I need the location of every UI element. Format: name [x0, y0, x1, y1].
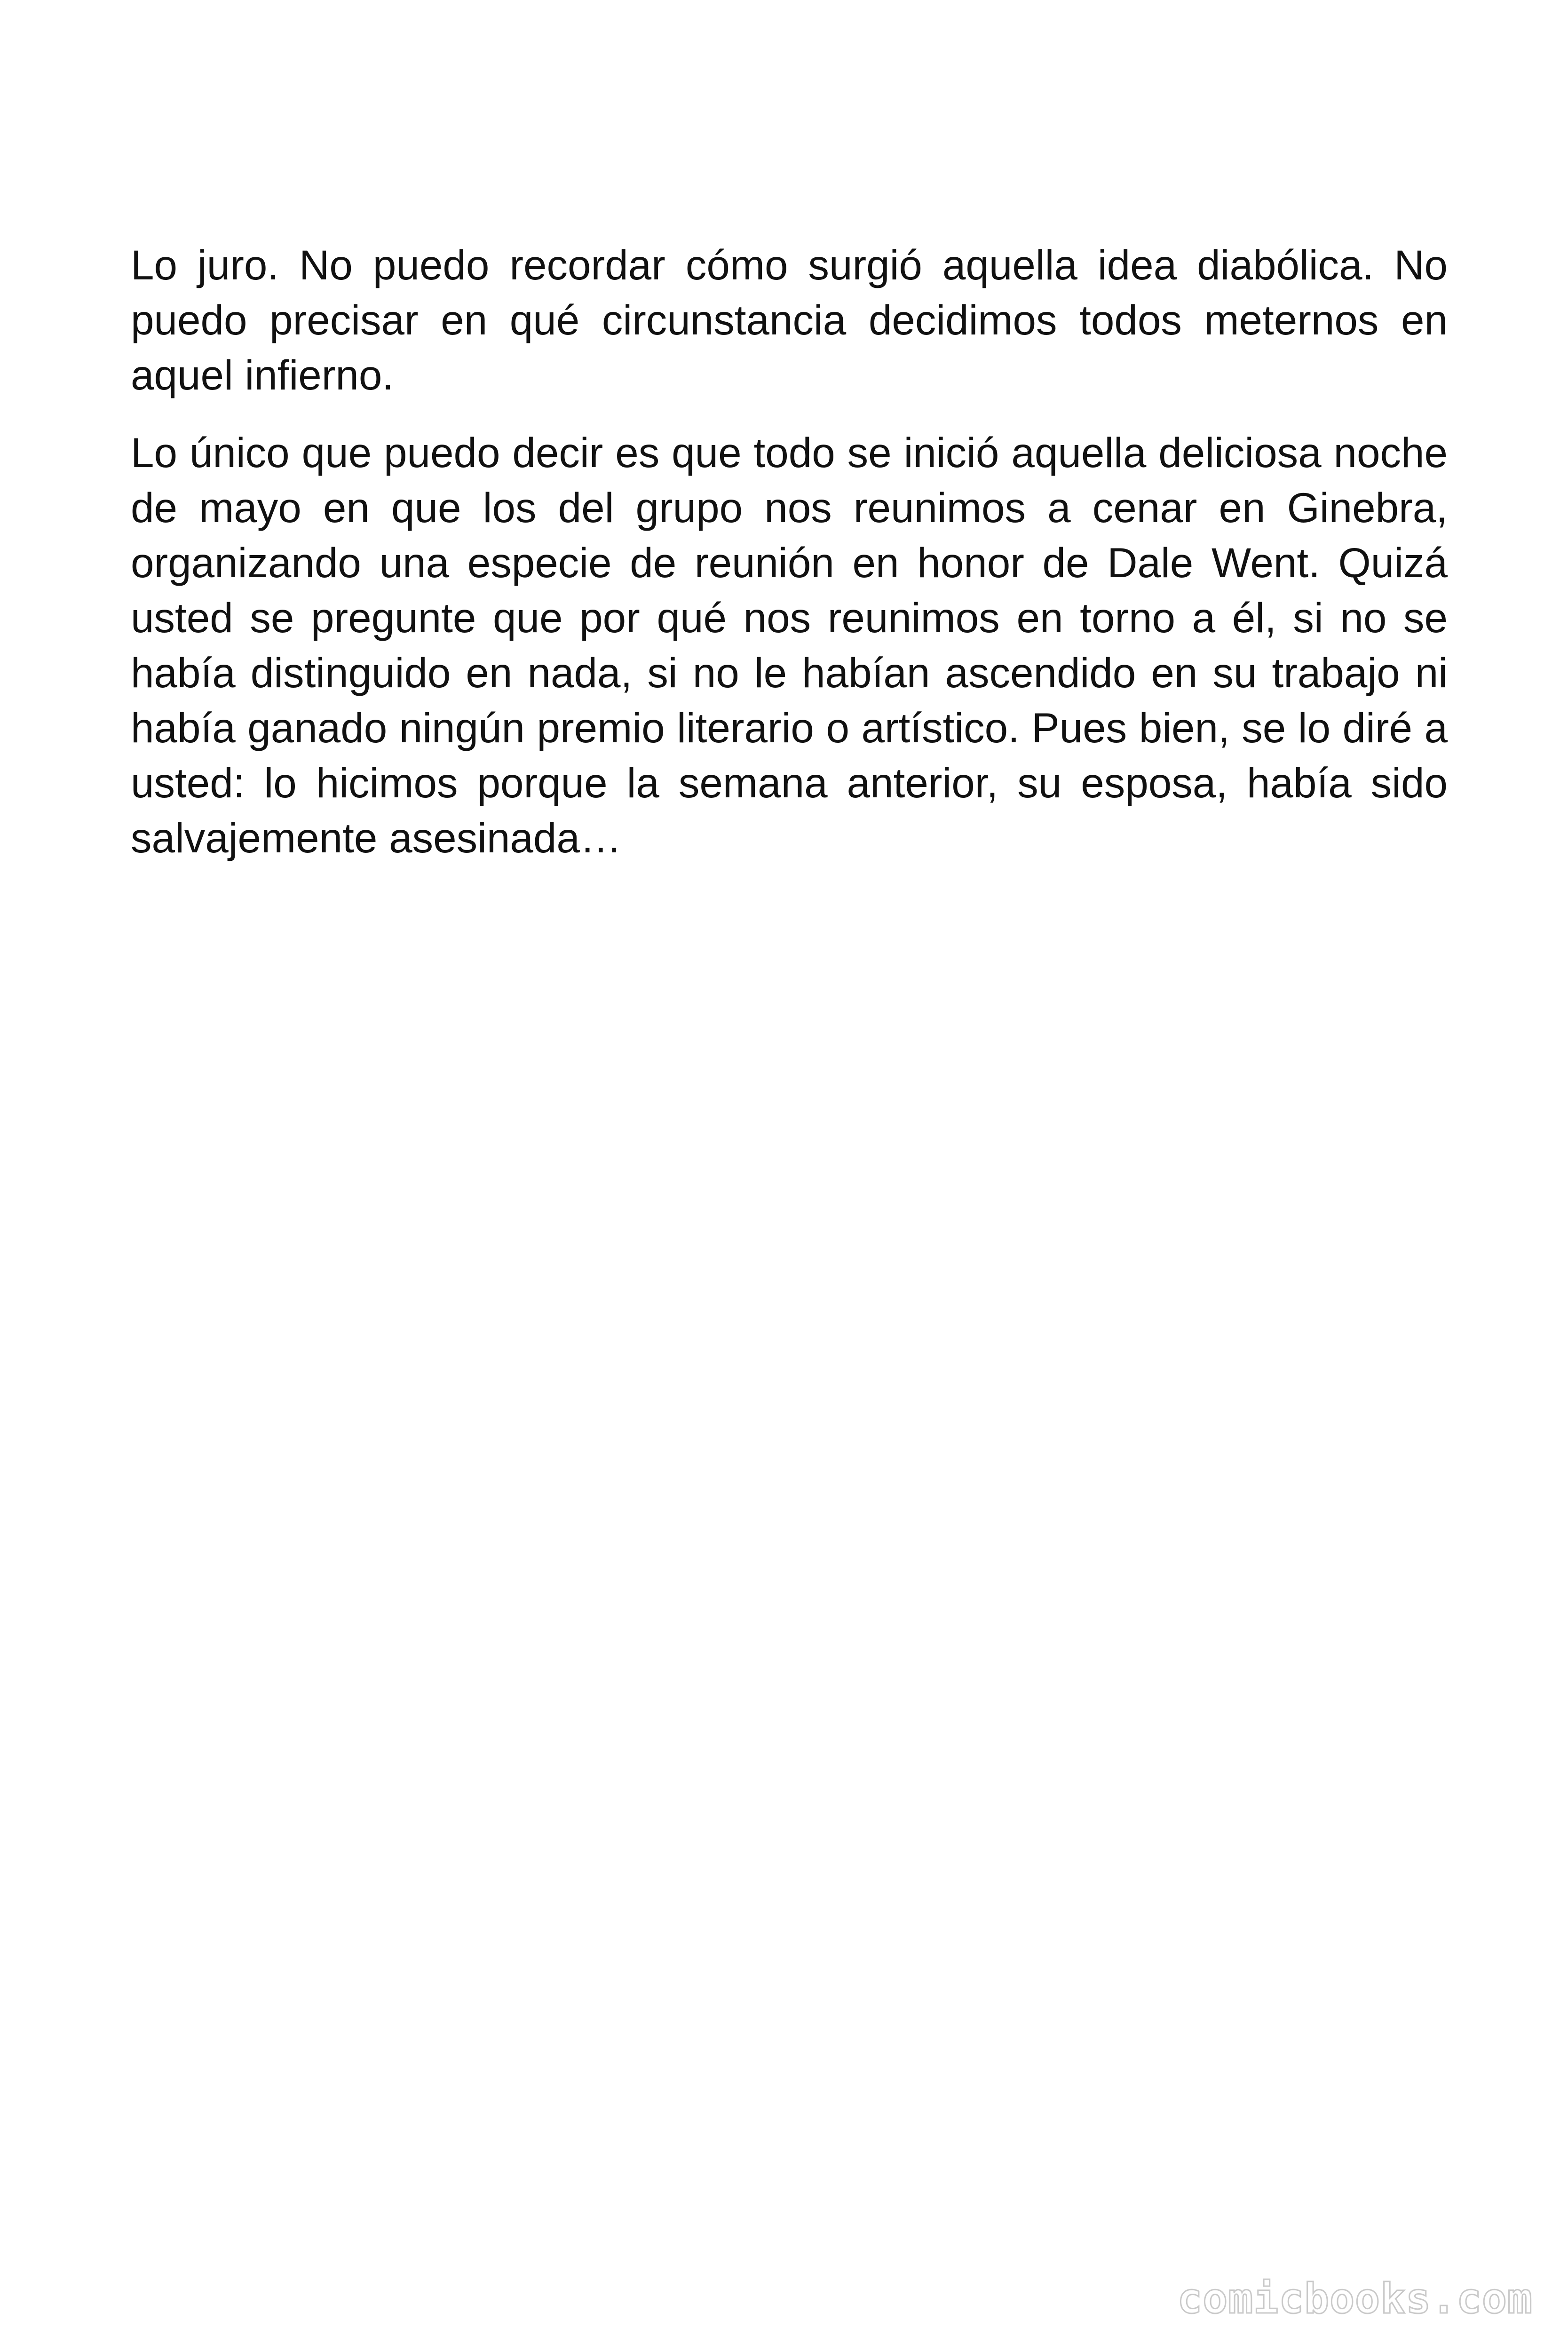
watermark-text: comicbooks.com [1177, 2274, 1533, 2323]
body-text [131, 238, 1448, 888]
paragraph-2: Lo único que puedo decir es que todo se inició aquella deliciosa noche de mayo en que los del grupo nos reunimos a cenar en Ginebra, organizando una especie de reunión en honor de Dale Went. Quizá usted se pregunte que por qué nos reunimos en torno a él, si no se había distinguido en nada, si no le habían ascendido en su trabajo ni había ganado ningún premio literario o artístico. Pues bien, se lo diré a usted: lo hicimos porque la semana anterior, su esposa, había sido salvajemente asesinada… [131, 429, 1448, 861]
paragraph-1: Lo juro. No puedo recordar cómo surgió aquella idea diabólica. No puedo precisar en qué circunstancia decidimos todos meternos en aquel infierno. [131, 241, 1448, 398]
